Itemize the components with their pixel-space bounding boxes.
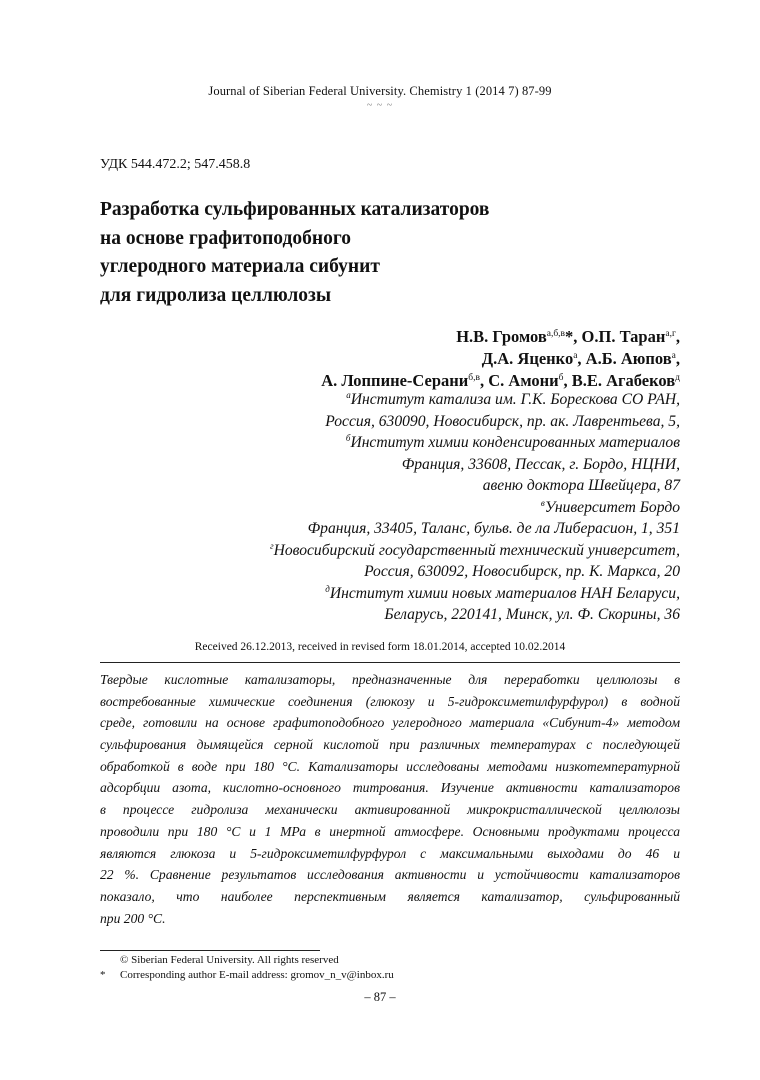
title-line: на основе графитоподобного bbox=[100, 227, 351, 249]
affiliation-list bbox=[270, 389, 680, 626]
author-affiliation-mark: а bbox=[671, 351, 676, 361]
affiliation-line bbox=[270, 540, 680, 562]
affiliation-text: Россия, 630092, Новосибирск, пр. К. Маркса, 20 bbox=[364, 563, 680, 580]
author-separator: , bbox=[479, 371, 489, 390]
abstract-line: адсорбции азота, кислотно-основного титрования. Изучение активности катализаторов bbox=[100, 780, 680, 796]
author-line bbox=[321, 326, 680, 348]
footnote-copyright bbox=[100, 953, 394, 968]
affiliation-text: Беларусь, 220141, Минск, ул. Ф. Скорины, 36 bbox=[384, 606, 680, 623]
author-name: С. Амони bbox=[488, 371, 559, 390]
affiliation-mark: г bbox=[270, 540, 274, 551]
author-name: Н.В. Громов bbox=[456, 327, 547, 346]
title-line: Разработка сульфированных катализаторов bbox=[100, 199, 490, 220]
abstract-line: являются глюкоза и 5-гидроксиметилфурфурол с максимальными выходами до 46 и bbox=[100, 845, 680, 861]
author-affiliation-mark: а bbox=[573, 351, 578, 361]
affiliation-text: Институт химии новых материалов НАН Беларуси, bbox=[329, 584, 680, 602]
page-number: – 87 – bbox=[364, 990, 396, 1004]
abstract-line: среде, готовили на основе графитоподобного углеродного материала «Сибунит-4» методом bbox=[100, 715, 680, 731]
footnote-text: Corresponding author E-mail address: gromov_n_v@inbox.ru bbox=[120, 969, 394, 981]
affiliation-line bbox=[270, 475, 680, 497]
author-name: В.Е. Агабеков bbox=[571, 371, 676, 390]
author-separator: , bbox=[675, 327, 680, 346]
author-affiliation-mark: а,б,в bbox=[546, 329, 566, 339]
author-separator: *, bbox=[565, 327, 582, 346]
abstract-line: Твердые кислотные катализаторы, предназначенные для переработки целлюлозы в bbox=[100, 672, 680, 687]
author-list bbox=[321, 326, 680, 392]
abstract-line: 22 %. Сравнение результатов исследования активности и устойчивости катализаторов bbox=[100, 867, 680, 883]
header-ornament: ~ ~ ~ bbox=[366, 100, 394, 111]
footnote-corresponding-author bbox=[100, 968, 394, 983]
udc-code: УДК 544.472.2; 547.458.8 bbox=[100, 157, 251, 172]
author-separator: , bbox=[577, 349, 586, 368]
affiliation-mark: д bbox=[325, 583, 330, 594]
abstract-line: при 200 °С. bbox=[100, 910, 166, 926]
affiliation-line bbox=[270, 604, 680, 626]
affiliation-text: Франция, 33608, Пессак, г. Бордо, НЦНИ, bbox=[401, 455, 680, 473]
author-name: Д.А. Яценко bbox=[481, 349, 574, 368]
affiliation-line bbox=[270, 432, 680, 454]
affiliation-line bbox=[270, 561, 680, 583]
abstract bbox=[100, 669, 680, 929]
author-name: О.П. Таран bbox=[581, 327, 666, 346]
title-line: для гидролиза целлюлозы bbox=[100, 284, 332, 306]
affiliation-text: Россия, 630090, Новосибирск, пр. ак. Лаврентьева, 5, bbox=[325, 412, 680, 430]
abstract-divider bbox=[100, 662, 680, 663]
author-name: А. Лоппине-Серани bbox=[321, 371, 469, 390]
affiliation-text: Университет Бордо bbox=[544, 498, 680, 516]
paper-title bbox=[100, 196, 660, 310]
affiliation-mark: в bbox=[540, 497, 545, 508]
affiliation-mark: а bbox=[346, 390, 351, 400]
author-affiliation-mark: д bbox=[675, 373, 680, 383]
author-affiliation-mark: а,г bbox=[665, 329, 676, 339]
abstract-line: обработкой в воде при 180 °С. Катализаторы исследованы методами низкотемпературной bbox=[100, 758, 680, 774]
affiliation-text: Франция, 33405, Таланс, бульв. де ла Либерасион, 1, 351 bbox=[307, 520, 680, 537]
author-separator: , bbox=[563, 371, 572, 390]
affiliation-line bbox=[270, 454, 680, 476]
footnote-mark: * bbox=[100, 969, 106, 981]
author-name: А.Б. Аюпов bbox=[585, 349, 672, 368]
affiliation-text: Институт катализа им. Г.К. Борескова СО РАН, bbox=[350, 391, 680, 408]
affiliation-text: Новосибирский государственный технический университет, bbox=[273, 541, 680, 559]
footnote-text: © Siberian Federal University. All rights reserved bbox=[120, 954, 339, 966]
affiliation-mark: б bbox=[345, 433, 351, 443]
author-affiliation-mark: б,в bbox=[468, 373, 480, 383]
affiliation-text: Институт химии конденсированных материалов bbox=[350, 434, 680, 451]
affiliation-line bbox=[270, 518, 680, 540]
author-affiliation-mark: б bbox=[558, 373, 564, 383]
title-line: углеродного материала сибунит bbox=[100, 256, 380, 277]
affiliation-line bbox=[270, 497, 680, 519]
affiliation-line bbox=[270, 389, 680, 411]
footnotes bbox=[100, 953, 394, 983]
affiliation-line bbox=[270, 583, 680, 605]
abstract-line: сульфирования дымящейся серной кислотой при различных температурах с последующей bbox=[100, 737, 680, 753]
affiliation-line bbox=[270, 411, 680, 433]
received-dates: Received 26.12.2013, received in revised form 18.01.2014, accepted 10.02.2014 bbox=[194, 641, 566, 653]
author-line bbox=[321, 348, 680, 370]
abstract-line: востребованные химические соединения (глюкозу и 5-гидроксиметилфурфурол) в водной bbox=[100, 693, 680, 709]
journal-header: Journal of Siberian Federal University. Chemistry 1 (2014 7) 87-99 bbox=[208, 84, 552, 98]
abstract-line: в процессе гидролиза механически активированной микрокристаллической целлюлозы bbox=[100, 802, 680, 818]
footnote-divider bbox=[100, 950, 320, 951]
abstract-line: показало, что наиболее перспективным является катализатор, сульфированный bbox=[100, 888, 680, 904]
abstract-line: проводили при 180 °С и 1 МРа в инертной атмосфере. Основными продуктами процесса bbox=[100, 823, 680, 839]
author-separator: , bbox=[675, 349, 680, 368]
affiliation-text: авеню доктора Швейцера, 87 bbox=[482, 477, 680, 494]
